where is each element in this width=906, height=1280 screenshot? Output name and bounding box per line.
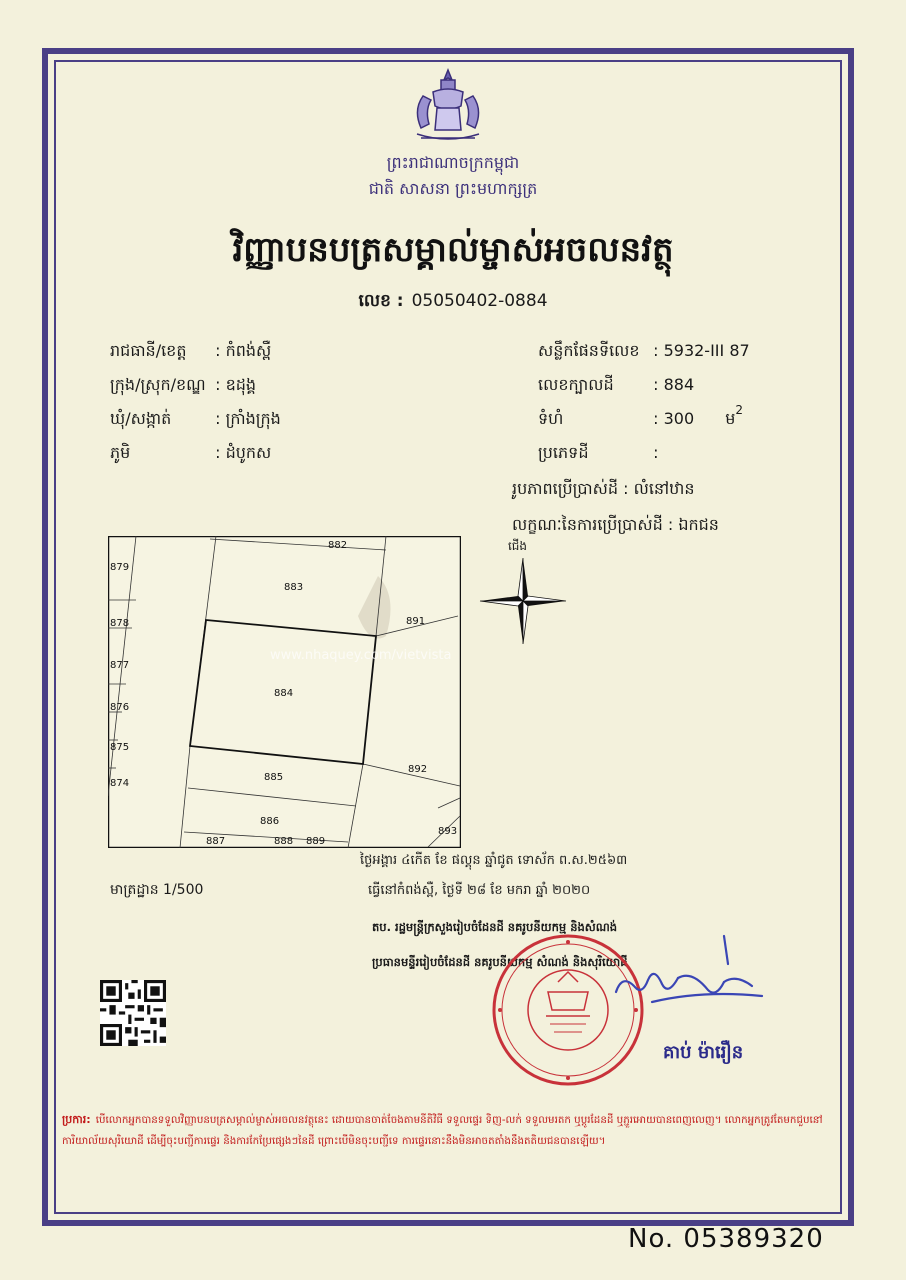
parcel-label-877: 877 <box>110 660 130 671</box>
sheet-field: សន្លឹកផែនទីលេខ : 5932-III 87 <box>538 340 750 364</box>
commune-value: : ក្រាំងក្រុង <box>215 409 281 428</box>
province-label: រាជធានី/ខេត្ត <box>110 341 187 360</box>
district-field <box>110 374 256 398</box>
parcel-label: លេខក្បាលដី <box>538 375 614 394</box>
number-value: 05050402-0884 <box>411 291 548 311</box>
authority-line-1: តប. រដ្ឋមន្ត្រីក្រសួងរៀបចំដែនដី នគរូបនីយកម្ម និងសំណង់ <box>372 920 618 934</box>
kingdom-name: ព្រះរាជាណាចក្រកម្ពុជា <box>386 153 520 172</box>
area-field: ទំហំ : 300 ម$^2$ <box>538 408 743 432</box>
sheet-label: សន្លឹកផែនទីលេខ <box>538 341 640 360</box>
province-value: : កំពង់ស្ពឺ <box>215 341 272 360</box>
parcel-label-874: 874 <box>110 778 130 789</box>
land-use-label: រូបភាពប្រើប្រាស់ដី : <box>512 479 629 498</box>
website-watermark: www.nhaquey.com/vietvista <box>270 648 452 663</box>
land-use-value: លំនៅឋាន <box>633 479 695 498</box>
parcel-value: 884 <box>663 375 695 394</box>
parcel-label-885: 885 <box>264 772 284 783</box>
serial-number: No. 05389320 <box>628 1224 824 1254</box>
parcel-label-884: 884 <box>274 688 294 699</box>
area-label: ទំហំ <box>538 409 564 428</box>
district-label: ក្រុង/ស្រុក/ខណ្ឌ <box>110 375 206 394</box>
parcel-label-879: 879 <box>110 562 130 573</box>
national-motto: ជាតិ សាសនា ព្រះមហាក្សត្រ <box>368 179 538 198</box>
certificate-number <box>303 290 603 315</box>
parcel-label-891: 891 <box>406 616 426 627</box>
village-label: ភូមិ <box>110 443 131 462</box>
parcel-label-889: 889 <box>306 836 326 847</box>
qr-code-icon <box>100 980 166 1046</box>
area-unit: ម <box>725 409 736 428</box>
signer-name: គាប់ ម៉ារឿន <box>663 1042 744 1063</box>
land-type-field <box>538 442 658 466</box>
land-type-label: ប្រភេទដី <box>538 443 589 462</box>
sheet-value: 5932-III 87 <box>663 341 750 360</box>
commune-field <box>110 408 281 432</box>
village-field <box>110 442 271 466</box>
lunar-date: ថ្ងៃអង្គារ ៤កើត ខែ ផល្គុន ឆ្នាំជូត ទោស័ក ព.ស.២៥៦៣ <box>360 853 628 868</box>
parcel-label-882: 882 <box>328 540 348 551</box>
land-type-value: : <box>653 443 659 462</box>
parcel-label-893: 893 <box>438 826 458 837</box>
cadastral-map <box>108 536 461 848</box>
land-nature-label: លក្ខណៈនៃការប្រើប្រាស់ដី : <box>512 515 674 534</box>
area-superscript: 2 <box>735 403 744 417</box>
parcel-field: លេខក្បាលដី : 884 <box>538 374 694 398</box>
north-label: ជើង <box>508 539 528 553</box>
number-label: លេខ : <box>358 291 404 311</box>
compass-rose-icon <box>478 556 568 646</box>
parcel-label-887: 887 <box>206 836 226 847</box>
legal-note-text: បើលោកអ្នកបានទទួលវិញ្ញាបនបត្រសម្គាល់ម្ចាស់អចលនវត្ថុនេះ ដោយបានចាត់ចែងតាមនីតិវិធី ទទួលផ្ទេរ ទិញ-លក់ ទទួលមរតក ឬប្តូរដែនដី ឬភ្ជួរអោយបានពេញលេញ។ លោកអ្នកត្រូវតែមកជួបនៅការិយាល័យសុរិយោដី ដើម្បីចុះបញ្ជីការផ្ទេរ និងការកែប្រែផ្សេងៗនៃដី ព្រោះបើមិនចុះបញ្ជីទេ ការផ្ទេរនោះនឹងមិនអាចតតាំងនឹងតតិយជនបានឡើយ។ <box>62 1114 823 1147</box>
parcel-label-886: 886 <box>260 816 280 827</box>
commune-label: ឃុំ/សង្កាត់ <box>110 409 172 428</box>
area-value: 300 <box>663 409 695 428</box>
land-use-field <box>512 478 695 502</box>
parcel-label-892: 892 <box>408 764 428 775</box>
royal-emblem-icon <box>403 66 493 146</box>
parcel-label-883: 883 <box>284 582 304 593</box>
land-nature-field <box>512 514 719 538</box>
legal-note <box>62 1108 834 1208</box>
district-value: : ឧដុង្គ <box>215 375 257 394</box>
certificate-title: វិញ្ញាបនបត្រសម្គាល់ម្ចាស់អចលនវត្ថុ <box>232 230 674 270</box>
village-value: : ដំបូកស <box>215 443 272 462</box>
legal-note-label: ប្រការ: <box>62 1113 91 1126</box>
land-nature-value: ឯកជន <box>678 515 719 534</box>
parcel-label-876: 876 <box>110 702 130 713</box>
map-scale: មាត្រដ្ឋាន 1/500 <box>110 882 204 898</box>
parcel-label-878: 878 <box>110 618 130 629</box>
province-field <box>110 340 271 364</box>
handwritten-signature <box>612 930 782 1010</box>
parcel-label-875: 875 <box>110 742 130 753</box>
authority-line-2: ប្រធានមន្ទីររៀបចំដែនដី នគរូបនីយកម្ម សំណង់ និងសុរិយោដី <box>372 955 628 969</box>
parcel-label-888: 888 <box>274 836 294 847</box>
solar-date: ធ្វើនៅកំពង់ស្ពឺ, ថ្ងៃទី ២៨ ខែ មករា ឆ្នាំ ២០២០ <box>368 883 591 898</box>
